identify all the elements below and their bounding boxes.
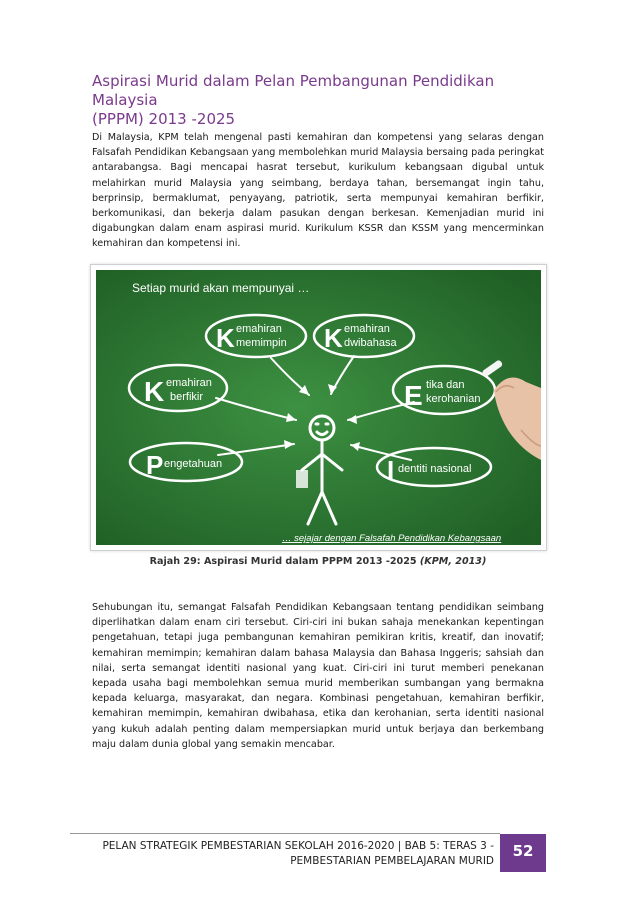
title-line-1: Aspirasi Murid dalam Pelan Pembangunan Pendidikan Malaysia	[92, 72, 495, 109]
svg-text:engetahuan: engetahuan	[164, 458, 223, 470]
footer-line-1: PELAN STRATEGIK PEMBESTARIAN SEKOLAH 2016-2020 | BAB 5: TERAS 3 -	[102, 840, 494, 852]
footer-text	[70, 839, 494, 869]
figure-bottom-text: … sejajar dengan Falsafah Pendidikan Kebangsaan	[282, 533, 502, 544]
svg-text:dwibahasa: dwibahasa	[344, 337, 397, 349]
svg-text:P: P	[146, 450, 164, 480]
svg-text:tika dan: tika dan	[426, 379, 465, 391]
caption-citation: (KPM, 2013)	[419, 556, 487, 567]
svg-text:K: K	[216, 323, 235, 353]
footer-line-2: PEMBESTARIAN PEMBELAJARAN MURID	[290, 855, 494, 867]
caption-main: Rajah 29: Aspirasi Murid dalam PPPM 2013 -2025	[149, 556, 417, 567]
svg-text:I: I	[387, 455, 395, 485]
page-title	[92, 72, 562, 129]
figure-caption	[92, 556, 544, 567]
svg-text:emahiran: emahiran	[344, 323, 390, 335]
chalkboard-illustration	[96, 270, 541, 545]
svg-text:emahiran: emahiran	[166, 377, 212, 389]
book-icon	[296, 470, 308, 488]
title-line-2: (PPPM) 2013 -2025	[92, 110, 236, 128]
svg-text:E: E	[404, 380, 423, 411]
aspirations-figure	[90, 264, 547, 551]
svg-text:kerohanian: kerohanian	[426, 393, 481, 405]
page-number: 52	[500, 834, 546, 872]
chalkboard	[96, 270, 541, 545]
intro-paragraph: Di Malaysia, KPM telah mengenal pasti kemahiran dan kompetensi yang selaras dengan Falsafah Pendidikan Kebangsaan yang membolehkan murid Malaysia bersaing pada peringkat antarabangsa. Bagi mencapai hasrat tersebut, kurikulum kebangsaan digubal untuk melahirkan murid Malaysia yang seimbang, berdaya tahan, bersemangat ingin tahu, berprinsip, bermaklumat, penyayang, patriotik, serta mempunyai kemahiran berfikir, berkomunikasi, dan bekerja dalam pasukan dengan berkesan. Kemenjadian murid ini digabungkan dalam enam aspirasi murid. Kurikulum KSSR dan KSSM yang mencerminkan kemahiran dan kompetensi ini.	[92, 132, 544, 250]
svg-text:emahiran: emahiran	[236, 323, 282, 335]
figure-top-text: Setiap murid akan mempunyai …	[132, 281, 310, 295]
footer-divider	[70, 833, 500, 834]
svg-text:memimpin: memimpin	[236, 337, 287, 349]
svg-text:K: K	[324, 323, 343, 353]
body-paragraph: Sehubungan itu, semangat Falsafah Pendidikan Kebangsaan tentang pendidikan seimbang diperlihatkan dalam enam ciri tersebut. Ciri-ciri ini bukan sahaja menekankan kepentingan pengetahuan, tetapi juga pembangunan kemahiran pemikiran kritis, kreatif, dan inovatif; kemahiran memimpin; kemahiran dalam bahasa Malaysia dan Bahasa Inggeris; sahsiah dan nilai, serta semangat identiti nasional yang kuat. Ciri-ciri ini turut memberi penekanan kepada usaha bagi membolehkan semua murid memberikan sumbangan yang bermakna kepada keluarga, masyarakat, dan negara. Kombinasi pengetahuan, kemahiran berfikir, kemahiran memimpin, kemahiran dwibahasa, etika dan kerohanian, serta identiti nasional yang kukuh adalah penting dalam mempersiapkan murid untuk berjaya dan berkembang maju dalam dunia global yang semakin mencabar.	[92, 602, 544, 750]
svg-text:K: K	[144, 376, 165, 407]
svg-text:berfikir: berfikir	[170, 391, 204, 403]
svg-text:dentiti nasional: dentiti nasional	[398, 463, 472, 475]
